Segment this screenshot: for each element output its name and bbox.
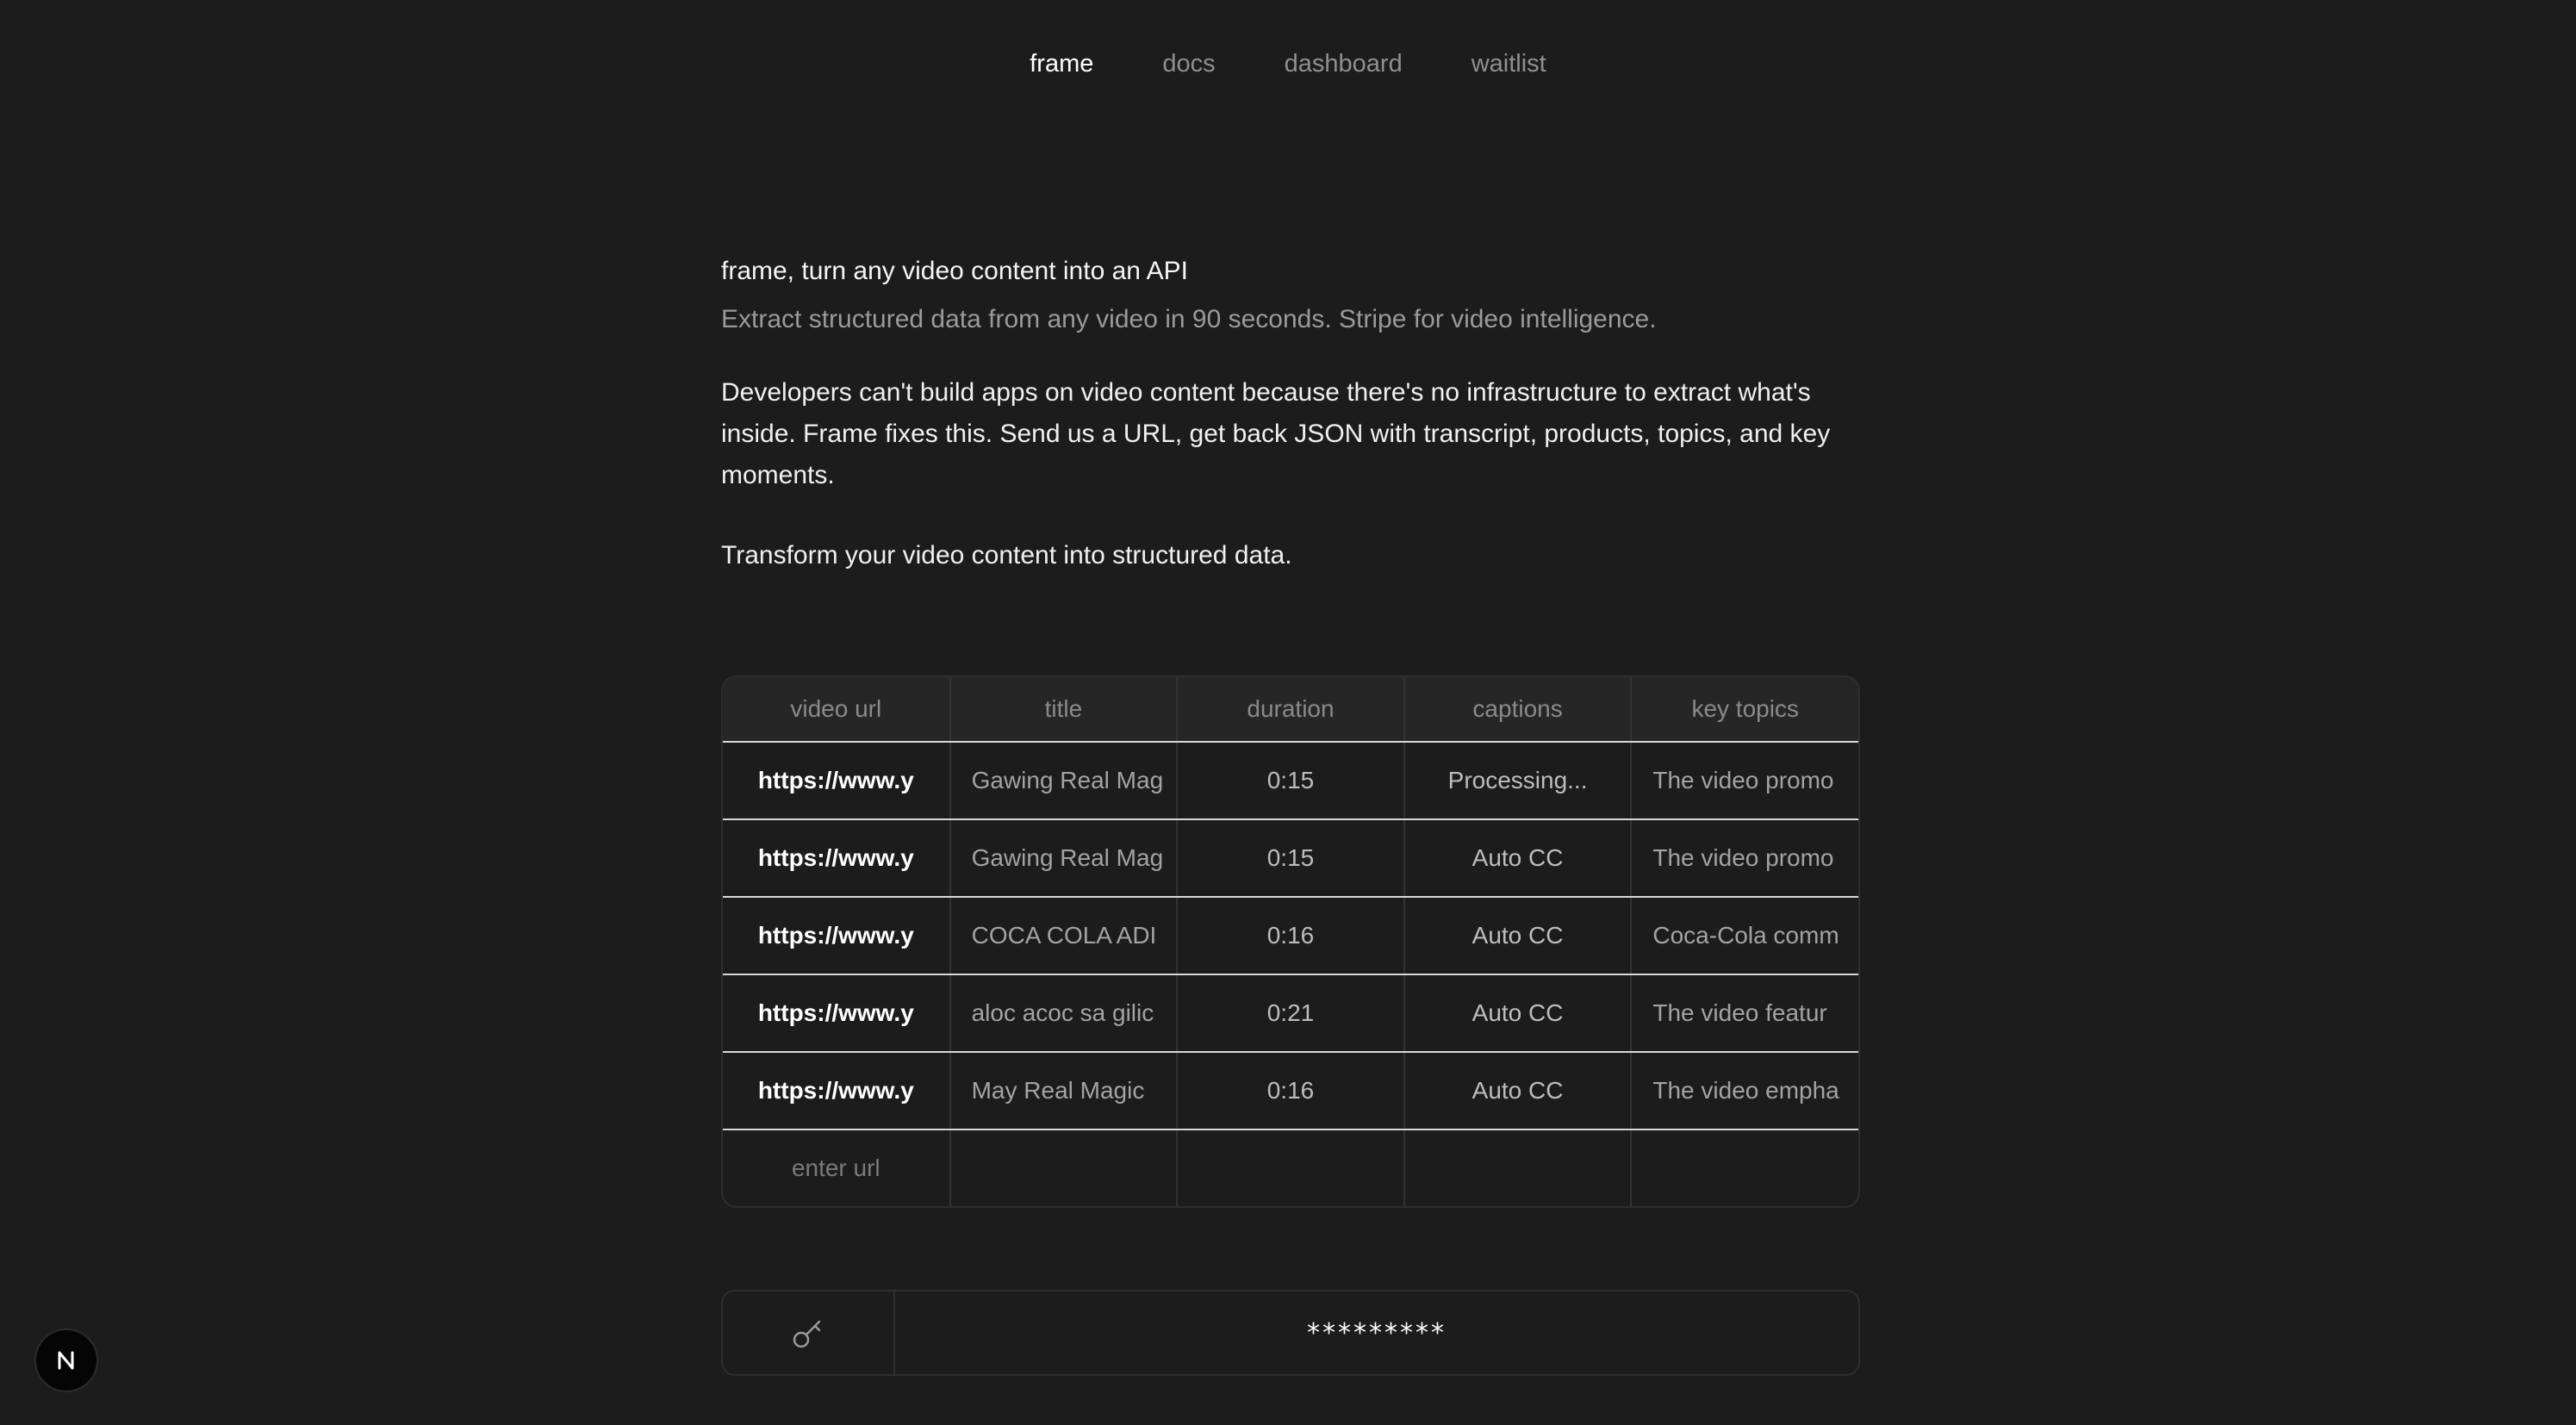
cell-duration: 0:16 [1177,897,1404,974]
nav-item-dashboard[interactable]: dashboard [1284,50,1403,78]
empty-cell [1631,1129,1858,1206]
cell-key-topics: Coca-Cola comm [1631,897,1858,974]
video-table [721,675,1860,1208]
cell-title: Gawing Real Mag [950,819,1178,897]
column-header-captions: captions [1404,677,1632,742]
cell-video-url[interactable]: https://www.y [723,1052,950,1129]
nav-item-docs[interactable]: docs [1162,50,1216,78]
cell-duration: 0:21 [1177,974,1404,1052]
cell-captions: Auto CC [1404,1052,1632,1129]
hero-subtitle: Extract structured data from any video in 90 seconds. Stripe for video intelligence. [721,305,1657,333]
empty-cell [1404,1129,1632,1206]
cell-video-url[interactable]: https://www.y [723,742,950,819]
cell-key-topics: The video empha [1631,1052,1858,1129]
cell-title: COCA COLA ADI [950,897,1178,974]
table-row[interactable] [723,974,1858,1052]
table-row[interactable] [723,1052,1858,1129]
cell-duration: 0:16 [1177,1052,1404,1129]
cell-title: May Real Magic [950,1052,1178,1129]
new-url-row [723,1129,1858,1206]
api-key-field[interactable]: ********* [1307,1317,1447,1348]
cell-video-url[interactable]: https://www.y [723,897,950,974]
empty-cell [1177,1129,1404,1206]
column-header-duration: duration [1177,677,1404,742]
api-key-button[interactable] [723,1291,895,1374]
key-icon [791,1316,825,1350]
cell-video-url[interactable]: https://www.y [723,819,950,897]
column-header-key-topics: key topics [1631,677,1858,742]
table-row[interactable] [723,897,1858,974]
top-nav [0,50,2576,78]
hero-title: frame, turn any video content into an API [721,257,1188,285]
cell-captions: Auto CC [1404,897,1632,974]
dev-tools-badge[interactable] [34,1329,98,1392]
video-grid [723,677,1858,1206]
api-key-bar [721,1290,1860,1376]
cell-title: Gawing Real Mag [950,742,1178,819]
cell-duration: 0:15 [1177,819,1404,897]
empty-cell [950,1129,1178,1206]
n-logo-icon [53,1347,79,1373]
table-row[interactable] [723,819,1858,897]
enter-url-input[interactable]: enter url [723,1129,950,1206]
cell-duration: 0:15 [1177,742,1404,819]
table-header-row [723,677,1858,742]
hero-cta-text: Transform your video content into structured data. [721,541,1292,569]
column-header-title: title [950,677,1178,742]
cell-captions: Processing... [1404,742,1632,819]
nav-item-waitlist[interactable]: waitlist [1471,50,1546,78]
cell-key-topics: The video promo [1631,819,1858,897]
cell-video-url[interactable]: https://www.y [723,974,950,1052]
cell-captions: Auto CC [1404,819,1632,897]
nav-item-frame[interactable]: frame [1030,50,1094,78]
table-row[interactable] [723,742,1858,819]
hero-section [721,253,1858,574]
hero-description: Developers can't build apps on video content because there's no infrastructure to extract what's inside. Frame fixes this. Send us a URL, get back JSON with transcript, products, topics, and key moments. [721,378,1831,489]
cell-title: aloc acoc sa gilic [950,974,1178,1052]
cell-key-topics: The video promo [1631,742,1858,819]
cell-captions: Auto CC [1404,974,1632,1052]
cell-key-topics: The video featur [1631,974,1858,1052]
column-header-video-url: video url [723,677,950,742]
